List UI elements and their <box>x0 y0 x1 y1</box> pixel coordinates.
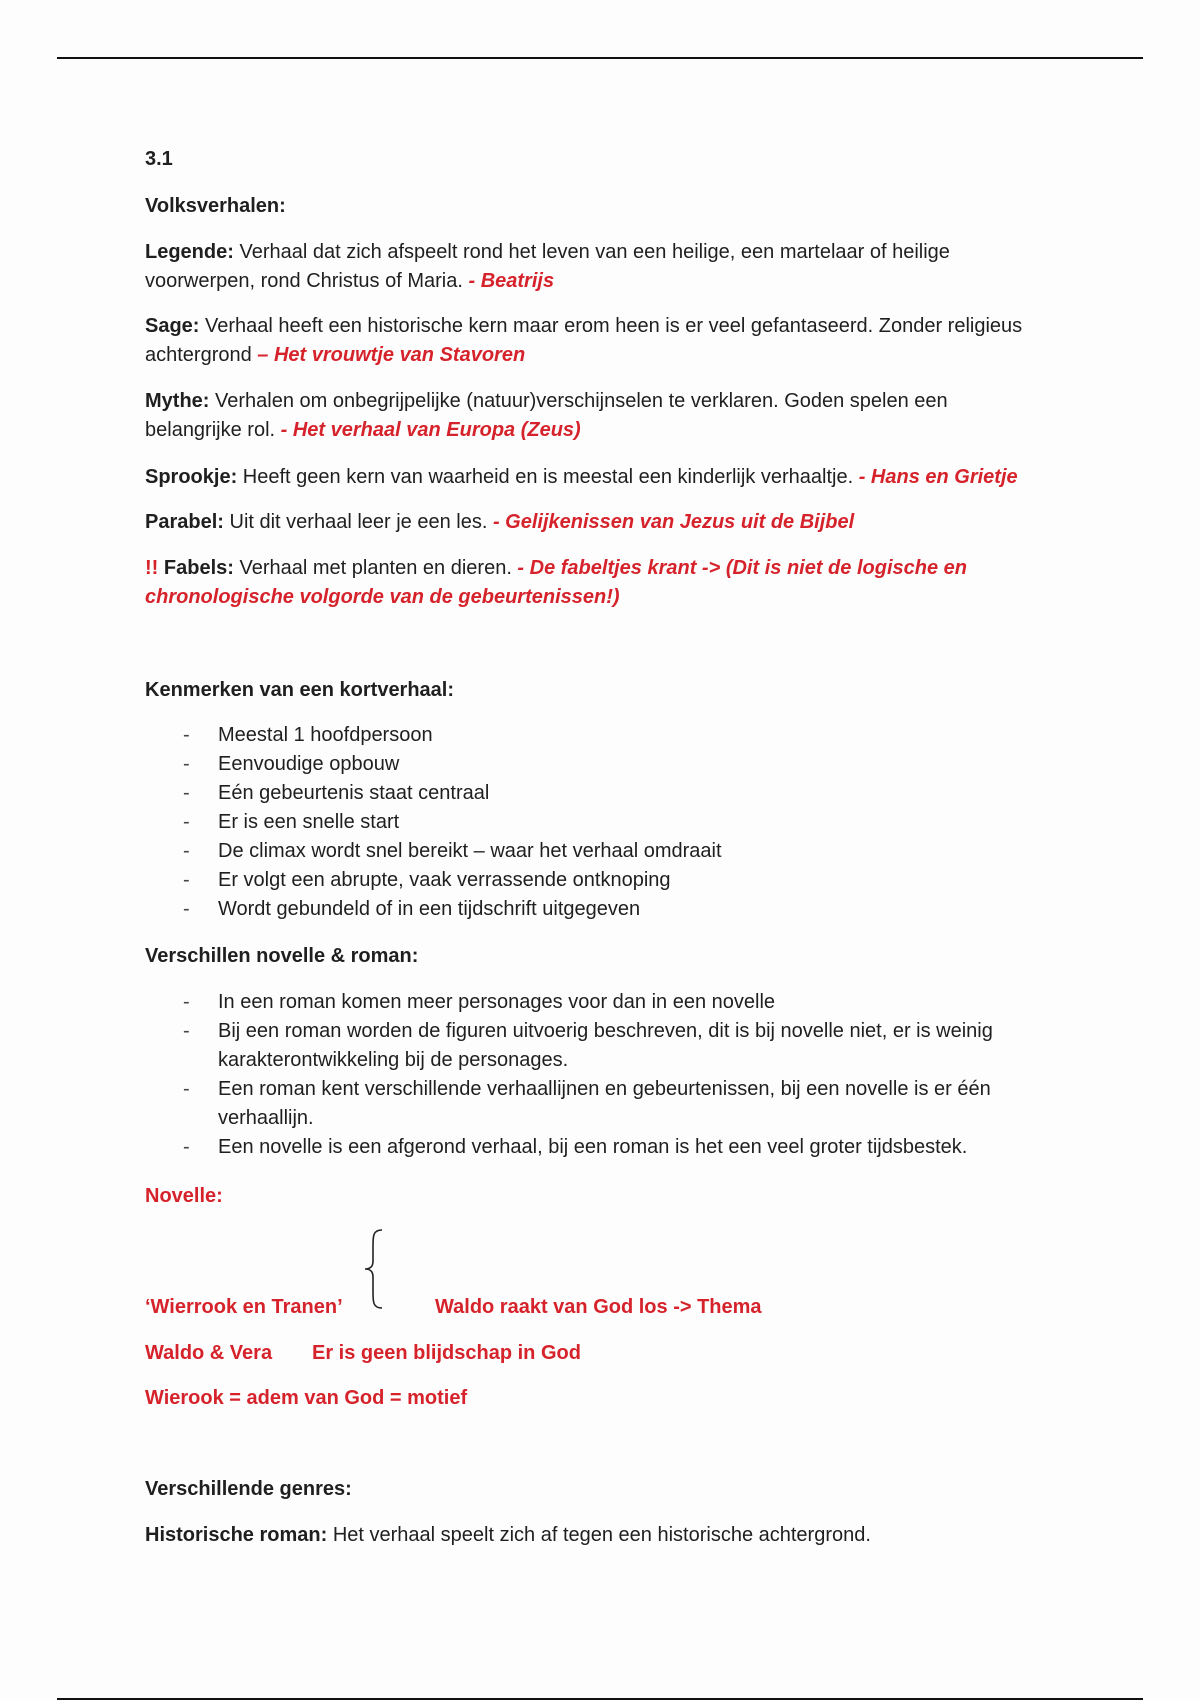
novelle-note: Er is geen blijdschap in God <box>312 1342 581 1364</box>
list-item: - Er volgt een abrupte, vaak verrassende ontknoping <box>145 866 1075 895</box>
definition-text: Verhaal heeft een historische kern maar erom heen is er veel gefantaseerd. Zonder religieus achtergrond <box>145 315 1023 366</box>
definition-text: Verhaal met planten en dieren. <box>233 557 512 579</box>
definition-sprookje <box>145 463 1075 492</box>
list-item: - Er is een snelle start <box>145 808 1075 837</box>
differences-heading: Verschillen novelle & roman: <box>145 945 419 967</box>
short-story-heading: Kenmerken van een kortverhaal: <box>145 679 455 701</box>
example: - Hans en Grietje <box>853 466 1018 488</box>
term: Mythe: <box>145 390 210 412</box>
definition-text: Heeft geen kern van waarheid en is meestal een kinderlijk verhaaltje. <box>237 466 854 488</box>
definition-text: Verhalen om onbegrijpelijke (natuur)verschijnselen te verklaren. Goden spelen een belangrijke rol. <box>145 390 948 441</box>
definition-text: Het verhaal speelt zich af tegen een historische achtergrond. <box>327 1524 871 1546</box>
definition-text: Uit dit verhaal leer je een les. <box>223 511 488 533</box>
list-item: - Eén gebeurtenis staat centraal <box>145 779 1075 808</box>
novelle-title: ‘Wierrook en Tranen’ <box>145 1296 343 1318</box>
list-item: - In een roman komen meer personages voor dan in een novelle <box>145 988 1035 1017</box>
definition-mythe <box>145 387 995 445</box>
definition-legende <box>145 238 975 296</box>
list-item: - Eenvoudige opbouw <box>145 750 1075 779</box>
term: Historische roman: <box>145 1524 328 1546</box>
novelle-characters: Waldo & Vera <box>145 1342 273 1364</box>
example: - Gelijkenissen van Jezus uit de Bijbel <box>487 511 855 533</box>
list-item: - Bij een roman worden de figuren uitvoerig beschreven, dit is bij novelle niet, er is weinig karakterontwikkeling bij de personages. <box>145 1017 1035 1075</box>
attention-mark: !! <box>145 557 159 579</box>
short-story-list <box>145 721 1075 924</box>
differences-list <box>145 988 1035 1162</box>
term: Sprookje: <box>145 466 238 488</box>
curly-brace-icon <box>362 1228 386 1310</box>
example: – Het vrouwtje van Stavoren <box>251 344 526 366</box>
list-item: - Een roman kent verschillende verhaallijnen en gebeurtenissen, bij een novelle is er één verhaallijn. <box>145 1075 1035 1133</box>
term: Parabel: <box>145 511 224 533</box>
genre-historische-roman <box>145 1521 1075 1550</box>
list-item: - De climax wordt snel bereikt – waar het verhaal omdraait <box>145 837 1075 866</box>
list-item: - Wordt gebundeld of in een tijdschrift uitgegeven <box>145 895 1075 924</box>
novelle-theme: Waldo raakt van God los -> Thema <box>435 1296 762 1318</box>
section-number: 3.1 <box>145 148 173 170</box>
header-rule <box>57 57 1143 59</box>
term: Legende: <box>145 241 234 263</box>
folk-tales-heading: Volksverhalen: <box>145 195 286 217</box>
list-item: - Meestal 1 hoofdpersoon <box>145 721 1075 750</box>
novelle-motif: Wierook = adem van God = motief <box>145 1387 468 1409</box>
term: Fabels: <box>158 557 234 579</box>
definition-fabels <box>145 554 975 612</box>
example: - Het verhaal van Europa (Zeus) <box>275 419 581 441</box>
genres-heading: Verschillende genres: <box>145 1478 352 1500</box>
example: - Beatrijs <box>462 270 555 292</box>
definition-text: Verhaal dat zich afspeelt rond het leven van een heilige, een martelaar of heilige voorwerpen, rond Christus of Maria. <box>145 241 950 292</box>
definition-parabel <box>145 508 1075 537</box>
example: - De fabeltjes krant -> (Dit is niet de logische en chronologische volgorde van de gebeurtenissen!) <box>145 557 967 608</box>
definition-sage <box>145 312 1035 370</box>
novelle-heading: Novelle: <box>145 1185 223 1207</box>
list-item: - Een novelle is een afgerond verhaal, bij een roman is het een veel groter tijdsbestek. <box>145 1133 1035 1162</box>
term: Sage: <box>145 315 200 337</box>
